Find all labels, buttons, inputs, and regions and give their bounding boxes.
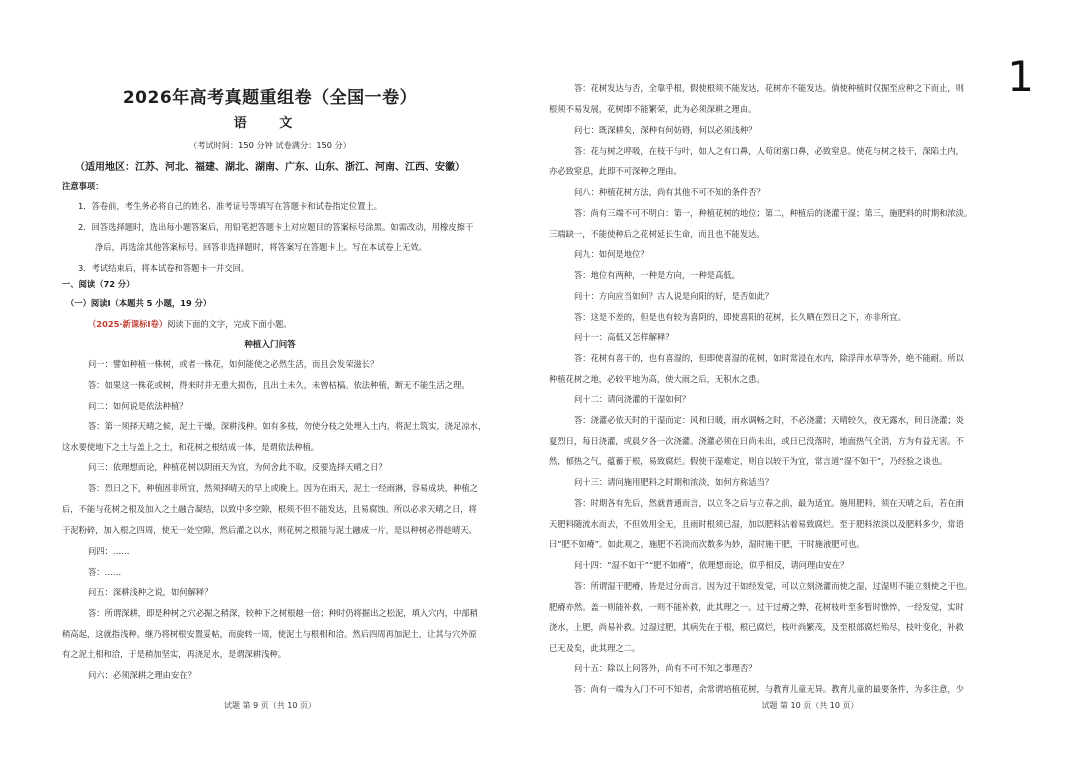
question-line: 问四：…… <box>88 546 130 556</box>
passage-line: 天肥料随流水而去，不但效用全无，且雨时根须已湿，加以肥料沾着易致腐烂。至于肥料浓淡以及肥料多少，常语 <box>549 519 964 529</box>
question-line: 问十四：“湿不如干”“肥不如瘠”，依理想而论，似乎相反，请问理由安在？ <box>574 560 849 570</box>
passage-line: 曰“肥不如瘠”。如此观之，施肥不若淡而次数多为妙，湿时施干肥，干时施液肥可也。 <box>549 539 865 549</box>
answer-line: 答：尚有一端为入门不可不知者，余常谓培植花树，与教育儿童无异。教育儿童的最要条件，为多注意，少 <box>574 684 964 694</box>
passage-line: 浇水，上肥，尚易补救。过湿过肥，其病先在于根，根已腐烂，枝叶尚繁茂，及至根部腐烂殆尽，枝叶变化，补救 <box>549 622 964 632</box>
passage-line: 有之泥土相和洽，于是稍加坚实，再浇足水，是谓深耕浅种。 <box>62 649 287 659</box>
question-line: 问十三：请问施用肥料之时期和浓淡，如何方称适当？ <box>574 477 774 487</box>
question-line: 问七：既深耕矣，深种有何妨碍，何以必须浅种？ <box>574 125 757 135</box>
passage-line: 然，郁热之气，蕴蓄于根，易致腐烂。假使干湿难定，则自以较干为宜，常言道“湿不如干”，乃经验之谈也。 <box>549 456 948 466</box>
passage-line: 稍高起，这就指浅种。继乃将树根安置妥帖，而旋转一周，使泥土与根相和洽。然后四周再加泥土，让其与穴外原 <box>62 629 477 639</box>
answer-line: 答：花树发达与否，全靠乎根，假使根须不能发达，花树亦不能发达。倘使种植时仅掘至应种之下而止，则 <box>574 83 964 93</box>
notes-heading: 注意事项： <box>62 181 104 191</box>
question-line: 问八：种植花树方法，尚有其他不可不知的条件否？ <box>574 187 765 197</box>
answer-line: 答：地位有两种，一种是方向，一种是高低。 <box>574 270 740 280</box>
note-item: 3．考试结束后，将本试卷和答题卡一并交回。 <box>78 263 250 273</box>
answer-line: 答：浇灌必依天时的干湿而定：风和日暖，雨水调畅之时，不必浇灌；天晴较久，夜无露水，间日浇灌；炎 <box>574 415 964 425</box>
exam-time-info: （考试时间：150 分钟 试卷满分：150 分） <box>189 140 351 150</box>
note-item-continued: 净后，再选涂其他答案标号。回答非选择题时，将答案写在答题卡上。写在本试卷上无效。 <box>95 242 427 252</box>
passage-line: 肥瘠亦然。盖一则能补救，一则不能补救，此其理之一。过干过瘠之弊，花树枝叶至多暂时憔悴，一经发觉，实时 <box>549 602 964 612</box>
answer-line: 答：这是不差的，但是也有较为喜阴的，即使喜阳的花树，长久晒在烈日之下，亦非所宜。 <box>574 312 906 322</box>
question-line: 问十一：高低又怎样解释？ <box>574 332 674 342</box>
passage-line: 这水要使地下之土与盖上之土，和花树之根结成一体，是谓依法种植。 <box>62 442 320 452</box>
right-page <box>540 0 1080 773</box>
passage-line: 已无及矣，此其理之二。 <box>549 643 641 653</box>
answer-line: 答：花与树之呼吸，在枝干与叶，如人之有口鼻，人苟闭塞口鼻，必致窒息。使花与树之枝干，深陷土内， <box>574 146 964 156</box>
question-line: 问九：如何是地位？ <box>574 249 649 259</box>
page-number-mark: 1 <box>1007 52 1034 101</box>
answer-line: 答：第一须择天晴之候，泥土干燥，深耕浅种。如有多枝，勿使分枝之处埋入土内，将泥土筑实，浇足凉水， <box>88 421 487 431</box>
question-line: 问六：必须深耕之理由安在？ <box>88 670 196 680</box>
passage-line: 亦必致窒息，此即不可深种之理由。 <box>549 166 682 176</box>
question-line: 问一：譬如种植一株树，或者一株花，如何能使之必然生活，而且会发荣滋长？ <box>88 359 379 369</box>
note-item: 2．回答选择题时，选出每小题答案后，用铅笔把答题卡上对应题目的答案标号涂黑。如需改动，用橡皮擦干 <box>78 222 474 232</box>
answer-line: 答：花树有喜干的，也有喜湿的，但即使喜湿的花树，如时常浸在水内，除浮萍水草等外，绝不能耐。所以 <box>574 353 964 363</box>
source-line <box>88 318 292 330</box>
passage-line: 三端缺一，不能使种后之花树延长生命，而且也不能发达。 <box>549 229 765 239</box>
question-line: 问十五：除以上问答外，尚有不可不知之事理否？ <box>574 663 757 673</box>
passage-line: 夏烈日，每日浇灌，或晨夕各一次浇灌。浇灌必须在日尚未出，或日已没落时，地面热气全消，方为有益无害。不 <box>549 436 964 446</box>
answer-line: 答：尚有三端不可不明白：第一，种植花树的地位；第二，种植后的浇灌干湿；第三，施肥料的时期和浓淡。 <box>574 208 973 218</box>
note-item: 1．答卷前，考生务必将自己的姓名、准考证号等填写在答题卡和试卷指定位置上。 <box>78 201 382 211</box>
passage-title: 种植入门问答 <box>244 340 296 350</box>
answer-line: 答：…… <box>88 567 122 577</box>
question-line: 问三：依理想而论，种植花树以阴雨天为宜，为何舍此不取，反要选择天晴之日？ <box>88 462 387 472</box>
exam-title: 2026年高考真题重组卷（全国一卷） <box>122 88 418 108</box>
page-footer: 试题 第 10 页（共 10 页） <box>761 701 859 710</box>
passage-line: 种植花树之地，必较平地为高，使大雨之后，无积水之患。 <box>549 374 765 384</box>
question-line: 问十：方向应当如何？古人说是向阳的好，是否如此？ <box>574 291 774 301</box>
answer-line: 答：所谓湿干肥瘠，皆是过分而言。因为过干如经发觉，可以立刻浇灌而使之湿，过湿则不能立刻使之干也。 <box>574 581 973 591</box>
question-line: 问十二：请问浇灌的干湿如何？ <box>574 394 691 404</box>
answer-line: 答：烈日之下，种植固非所宜，然须择晴天的早上或晚上。因为在雨天，泥土一经雨淋，容易成块，种植之 <box>88 483 478 493</box>
question-line: 问二：如何说是依法种植？ <box>88 401 188 411</box>
source-tag: （2025·新课标Ⅰ卷） <box>88 319 168 329</box>
subsection-heading: （一）阅读Ⅰ（本题共 5 小题，19 分） <box>66 298 212 308</box>
applicable-regions: （适用地区：江苏、河北、福建、湖北、湖南、广东、山东、浙江、河南、江西、安徽） <box>75 162 465 173</box>
answer-line: 答：如果这一株花或树，得来时并无重大损伤，且出土未久，未曾枯槁。依法种植，断无不能生活之理。 <box>88 380 470 390</box>
subject-title: 语 文 <box>233 116 307 131</box>
passage-line: 干泥粉碎，加入根之四周，使无一处空隙，然后灌之以水，则花树之根能与泥土融成一片，是以种树必得趁晴天。 <box>62 525 477 535</box>
passage-line: 后，不能与花树之根及加入之土融合凝结，以致中多空隙，根须不但不能发达，且易腐蚀。所以必求天晴之日，将 <box>62 504 477 514</box>
question-line: 问五：深耕浅种之说，如何解释？ <box>88 587 213 597</box>
section-heading: 一、阅读（72 分） <box>62 279 135 289</box>
answer-line: 答：所谓深耕，即是种树之穴必掘之稍深，较种下之树根越一倍；种时仍将掘出之松泥，填入穴内，中部稍 <box>88 608 478 618</box>
source-instruction: 阅读下面的文字，完成下面小题。 <box>167 319 292 329</box>
answer-line: 答：时期各有先后，然就普通而言，以立冬之后与立春之前，最为适宜。施用肥料，须在天晴之后，若在雨 <box>574 498 964 508</box>
passage-line: 根须不易发展，花树即不能繁荣，此为必须深耕之理由。 <box>549 104 757 114</box>
page-footer: 试题 第 9 页（共 10 页） <box>224 701 316 710</box>
